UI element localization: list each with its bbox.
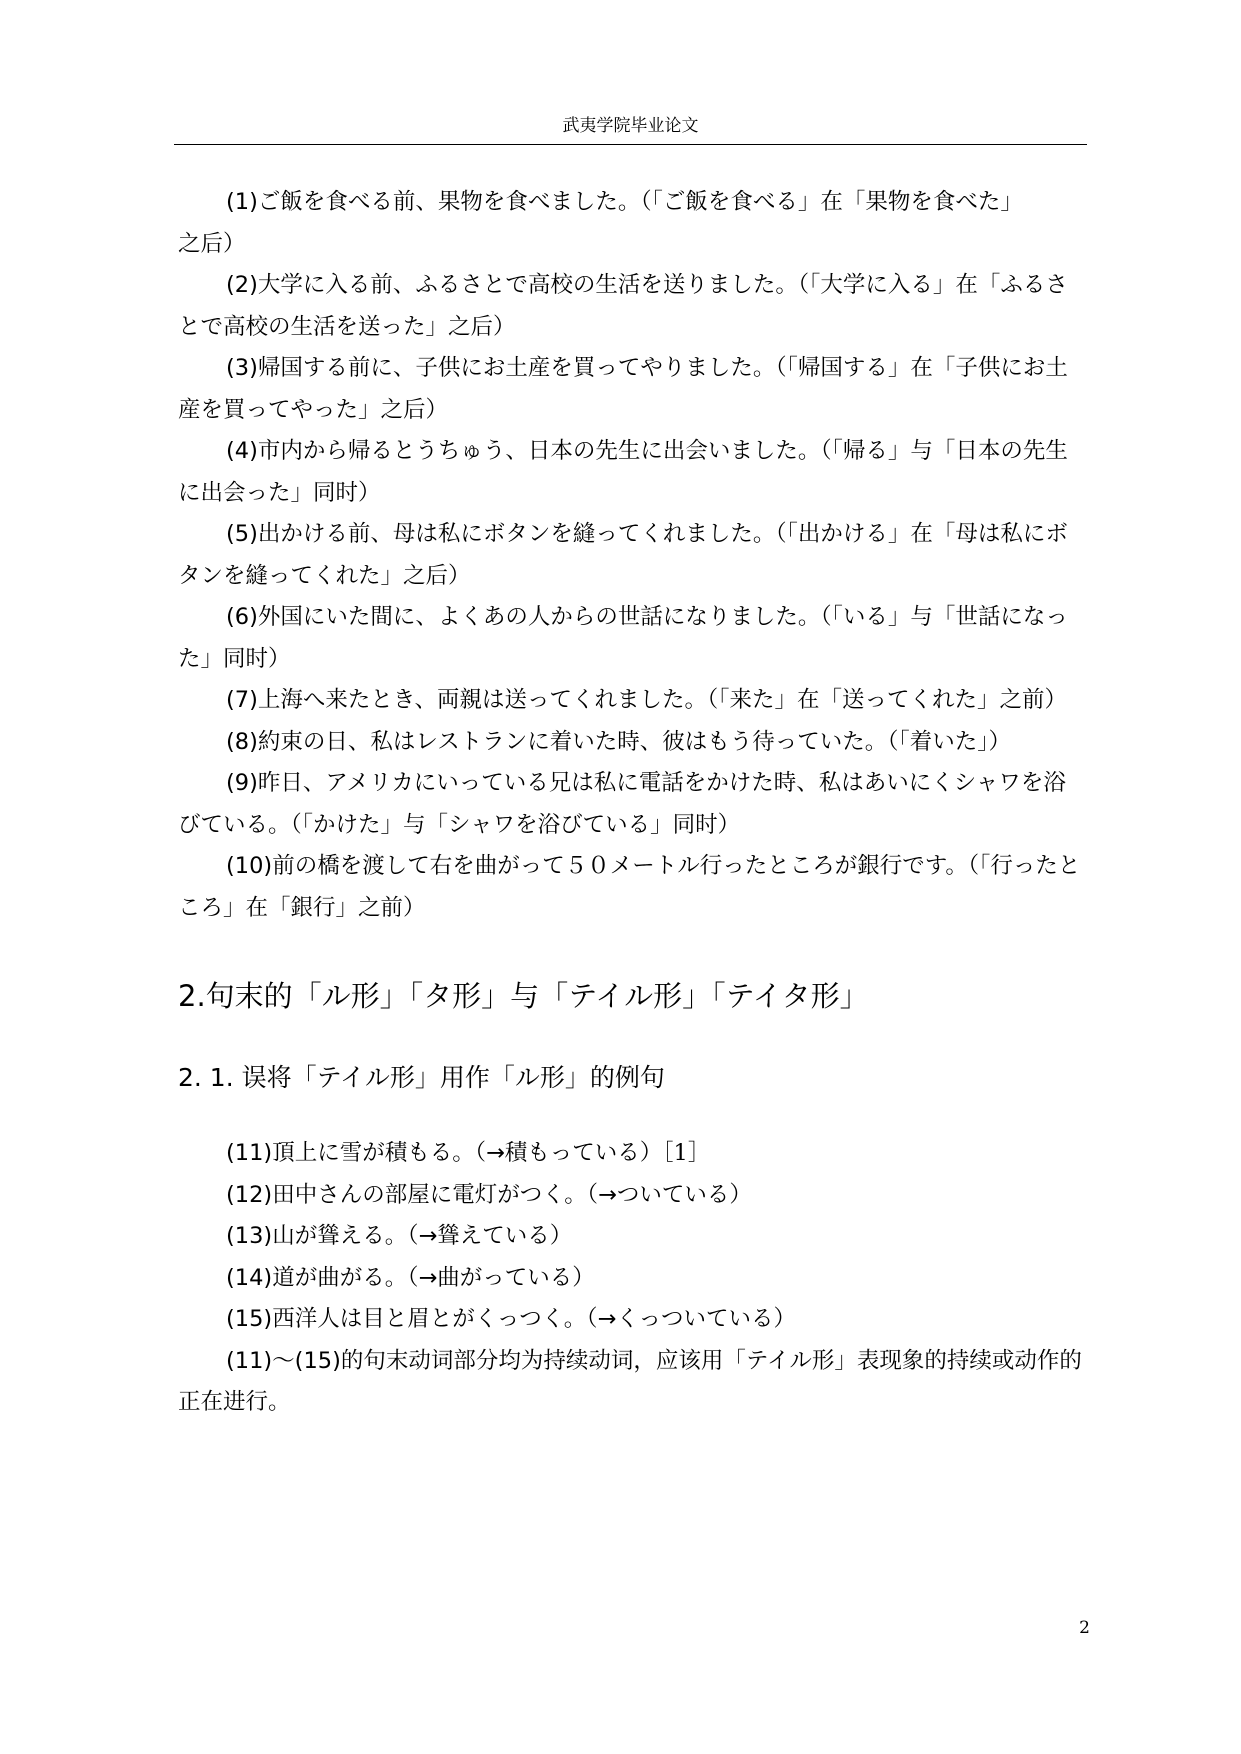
example-paragraphs xyxy=(178,182,1083,929)
page-header: 武夷学院毕业论文 xyxy=(562,116,699,136)
list-item: (12)田中さんの部屋に電灯がつく。（→ついている） xyxy=(226,1181,752,1208)
page-number: 2 xyxy=(1079,1618,1090,1638)
example-paragraph: (10)前の橋を渡して右を曲がって５０メートル行ったところが銀行です。（「行ったところ」在「銀行」之前） xyxy=(178,853,1081,921)
example-paragraph: (2)大学に入る前、ふるさとで高校の生活を送りました。（「大学に入る」在「ふるさとで高校の生活を送った」之后） xyxy=(178,272,1068,340)
example-list xyxy=(178,1133,1083,1341)
example-paragraph: (1)ご飯を食べる前、果物を食べました。（「ご飯を食べる」在「果物を食べた」之后） xyxy=(178,189,1023,257)
list-item: (15)西洋人は目と眉とがくっつく。（→くっついている） xyxy=(226,1306,796,1332)
section-2-heading: 2.句末的「ル形」「タ形」与「テイル形」「テイタ形」 xyxy=(178,979,869,1013)
example-paragraph: (8)約束の日、私はレストランに着いた時、彼はもう待っていた。（「着いた」） xyxy=(226,728,1011,755)
example-paragraph: (6)外国にいた間に、よくあの人からの世話になりました。（「いる」与「世話になった」同时） xyxy=(178,604,1068,672)
header-rule xyxy=(174,144,1087,145)
summary-paragraph: (11)～(15)的句末动词部分均为持续动词，应该用「テイル形」表现象的持续或动作的正在进行。 xyxy=(178,1347,1082,1415)
example-paragraph: (5)出かける前、母は私にボタンを縫ってくれました。（「出かける」在「母は私にボタンを縫ってくれた」之后） xyxy=(178,521,1068,589)
example-paragraph: (9)昨日、アメリカにいっている兄は私に電話をかけた時、私はあいにくシャワを浴びている。（「かけた」与「シャワを浴びている」同时） xyxy=(178,770,1066,838)
list-item: (13)山が聳える。（→聳えている） xyxy=(226,1223,573,1249)
example-paragraph: (7)上海へ来たとき、両親は送ってくれました。（「来た」在「送ってくれた」之前） xyxy=(226,687,1068,713)
list-item: (11)頂上に雪が積もる。（→積もっている）［1］ xyxy=(226,1140,711,1166)
section-2-1-heading: 2. 1. 误将「テイル形」用作「ル形」的例句 xyxy=(178,1063,665,1092)
list-item: (14)道が曲がる。（→曲がっている） xyxy=(226,1264,595,1291)
example-paragraph: (3)帰国する前に、子供にお土産を買ってやりました。（「帰国する」在「子供にお土産を買ってやった」之后） xyxy=(178,355,1068,423)
document-body xyxy=(178,182,1083,1424)
example-paragraph: (4)市内から帰るとうちゅう、日本の先生に出会いました。（「帰る」与「日本の先生に出会った」同时） xyxy=(178,438,1068,506)
